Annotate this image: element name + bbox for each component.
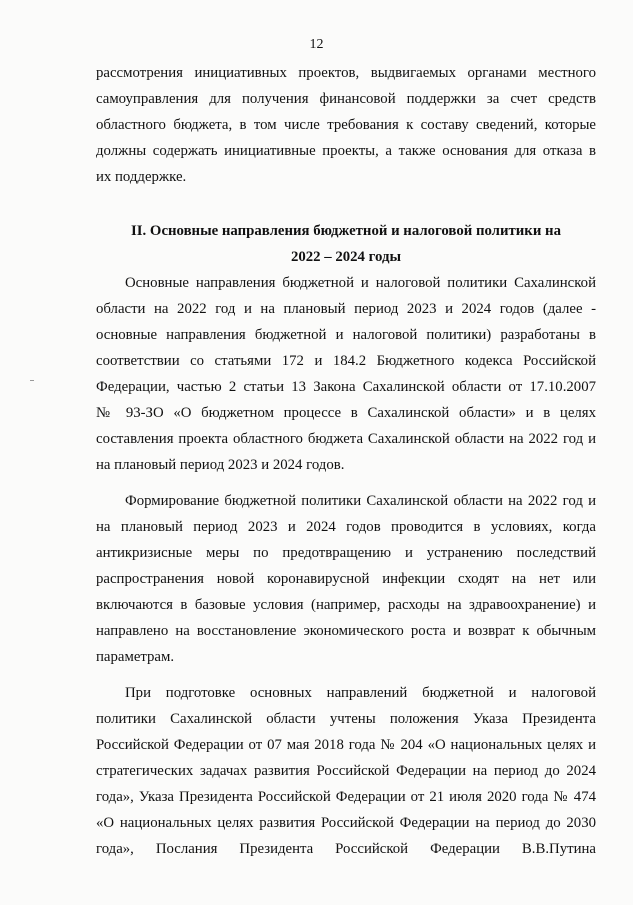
- page-number: 12: [309, 37, 324, 52]
- text-line: года», Послания Президента Российской Федерации В.В.Путина: [96, 841, 596, 857]
- document-body: [96, 60, 596, 862]
- text-line: Федерации, частью 2 статьи 13 Закона Сахалинской области от 17.10.2007: [96, 379, 596, 395]
- text-line: должны содержать инициативные проекты, а также основания для отказа в: [96, 143, 596, 159]
- heading-line: 2022 – 2024 годы: [290, 249, 402, 265]
- text-line: При подготовке основных направлений бюджетной и налоговой: [125, 685, 596, 701]
- text-line: Основные направления бюджетной и налоговой политики Сахалинской: [125, 275, 596, 291]
- scan-artifact: [30, 380, 34, 381]
- paragraph-basis: [96, 270, 596, 478]
- text-line: рассмотрения инициативных проектов, выдвигаемых органами местного: [96, 65, 596, 81]
- text-line: самоуправления для получения финансовой поддержки за счет средств: [96, 91, 596, 107]
- section-heading: [96, 218, 596, 270]
- text-line: их поддержке.: [96, 169, 187, 185]
- text-line: областного бюджета, в том числе требования к составу сведений, которые: [96, 117, 596, 133]
- text-line: направлено на восстановление экономического роста и возврат к обычным: [96, 623, 596, 639]
- text-line: на плановый период 2023 и 2024 годов.: [96, 457, 345, 473]
- text-line: области на 2022 год и на плановый период 2023 и 2024 годов (далее -: [96, 301, 596, 317]
- text-line: «О национальных целях развития Российской Федерации на период до 2030: [96, 815, 596, 831]
- text-line: года», Указа Президента Российской Федерации от 21 июля 2020 года № 474: [96, 789, 596, 805]
- text-line: параметрам.: [96, 649, 175, 665]
- text-line: составления проекта областного бюджета Сахалинской области на 2022 год и: [96, 431, 596, 447]
- paragraph-continuation: [96, 60, 596, 190]
- text-line: соответствии со статьями 172 и 184.2 Бюджетного кодекса Российской: [96, 353, 596, 369]
- text-line: включаются в базовые условия (например, расходы на здравоохранение) и: [96, 597, 596, 613]
- text-line: политики Сахалинской области учтены положения Указа Президента: [96, 711, 596, 727]
- text-line: Российской Федерации от 07 мая 2018 года № 204 «О национальных целях и: [96, 737, 596, 753]
- text-line: Формирование бюджетной политики Сахалинской области на 2022 год и: [125, 493, 596, 509]
- text-line: антикризисные меры по предотвращению и устранению последствий: [96, 545, 596, 561]
- text-line: распространения новой коронавирусной инфекции сходят на нет или: [96, 571, 596, 587]
- paragraph-decrees: [96, 680, 596, 862]
- paragraph-conditions: [96, 488, 596, 670]
- text-line: основные направления бюджетной и налоговой политики) разработаны в: [96, 327, 596, 343]
- heading-line: II. Основные направления бюджетной и налоговой политики на: [131, 223, 561, 239]
- text-line: на плановый период 2023 и 2024 годов проводится в условиях, когда: [96, 519, 596, 535]
- text-line: стратегических задачах развития Российской Федерации на период до 2024: [96, 763, 596, 779]
- text-line: № 93-ЗО «О бюджетном процессе в Сахалинской области» и в целях: [96, 405, 596, 421]
